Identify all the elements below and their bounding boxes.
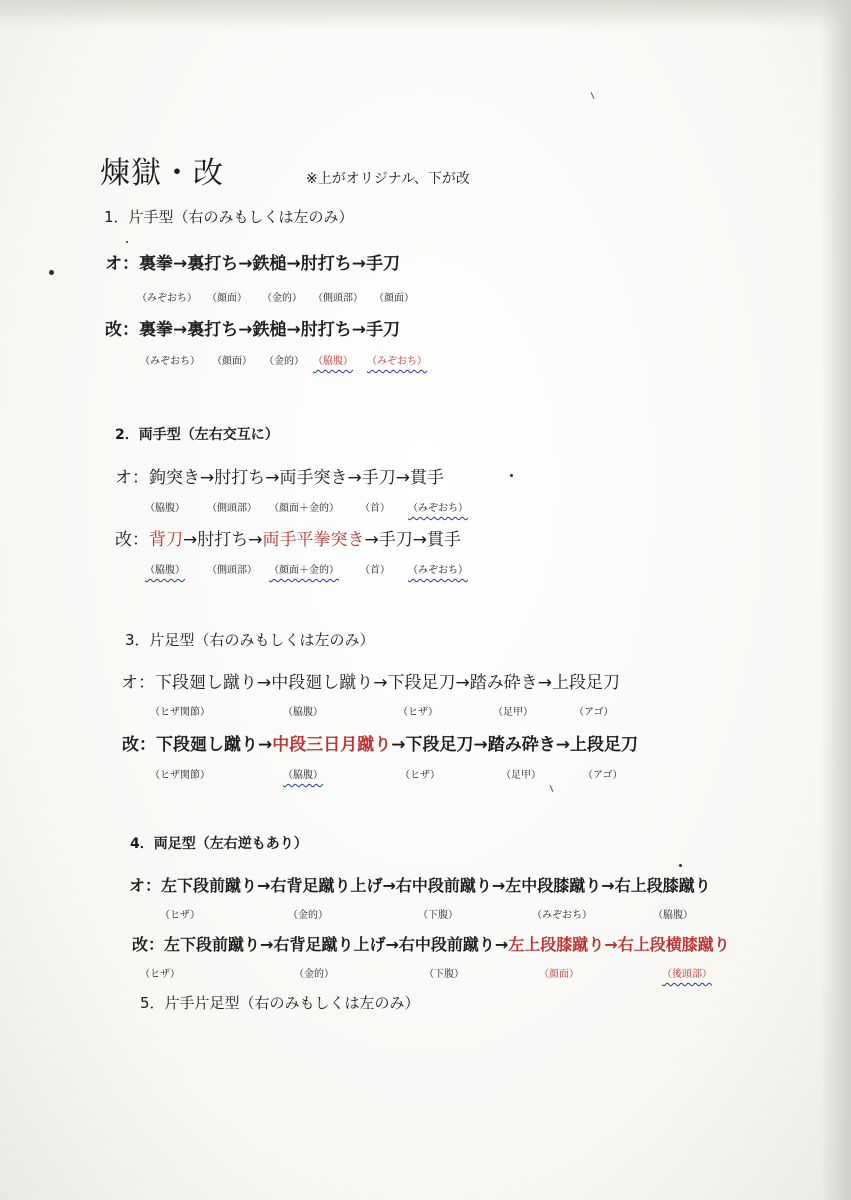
- arrow: →: [604, 935, 618, 954]
- arrow: →: [382, 876, 396, 895]
- target: （ヒザ関節）: [150, 770, 210, 781]
- arrow: →: [258, 735, 273, 755]
- target: （脇腹）: [283, 707, 323, 718]
- move: 右背足蹴り上げ: [270, 876, 383, 895]
- paper-speck: [126, 241, 128, 243]
- section-3-kai: [122, 730, 638, 755]
- move: 鉄槌: [252, 254, 287, 274]
- section-1-heading: 1．片手型（右のみもしくは左のみ）: [104, 208, 354, 226]
- paper-mark: [550, 785, 554, 792]
- paper-speck: [510, 474, 513, 477]
- move-changed: 中段三日月蹴り: [272, 735, 392, 755]
- page-title: 煉獄・改: [100, 156, 224, 191]
- move: 上段足刀: [552, 673, 620, 693]
- arrow: →: [473, 735, 488, 755]
- move-changed: 左上段膝蹴り: [508, 935, 605, 954]
- move: 踏み砕き: [487, 735, 556, 755]
- move: 下段廻し蹴り: [156, 735, 258, 755]
- move: 左下段前蹴り: [164, 935, 261, 954]
- target: （足甲）: [501, 770, 541, 781]
- move: 貫手: [410, 468, 444, 488]
- move: 両手突き: [279, 468, 348, 488]
- move: 手刀: [361, 468, 396, 488]
- target: （顔面＋金的）: [269, 503, 339, 514]
- arrow: →: [395, 468, 410, 488]
- target: （側頭部）: [207, 503, 257, 514]
- target-changed: （脇腹）: [313, 356, 353, 367]
- label: オ：: [121, 673, 155, 693]
- target: （顔面）: [207, 293, 247, 304]
- section-3-heading: 3．片足型（右のみもしくは左のみ）: [125, 631, 375, 649]
- arrow: →: [200, 468, 215, 488]
- target: （首）: [360, 565, 390, 576]
- arrow: →: [286, 254, 301, 274]
- move: 左下段前蹴り: [161, 876, 258, 895]
- target: （アゴ）: [574, 707, 614, 718]
- move: 手刀: [366, 320, 400, 340]
- target: （脇腹）: [145, 503, 185, 514]
- move: 踏み砕き: [469, 673, 538, 693]
- move: 下段足刀: [405, 735, 474, 755]
- move: 裏打ち: [187, 320, 239, 340]
- target: （みぞおち）: [137, 293, 197, 304]
- move: 右中段前蹴り: [398, 935, 495, 954]
- scan-shadow-top: [0, 0, 851, 30]
- arrow: →: [173, 254, 188, 274]
- arrow: →: [238, 320, 253, 340]
- section-4-original: [129, 873, 711, 896]
- arrow: →: [286, 320, 301, 340]
- target-changed: （顔面）: [539, 969, 579, 980]
- move: 肘打ち: [197, 530, 249, 550]
- arrow: →: [491, 876, 506, 895]
- target: （みぞおち）: [532, 910, 592, 921]
- section-4-heading: 4．両足型（左右逆もあり）: [130, 836, 308, 852]
- target: （みぞおち）: [408, 503, 468, 514]
- target: （ヒザ）: [398, 707, 438, 718]
- target-changed: （後頭部）: [662, 969, 712, 980]
- target: （金的）: [264, 356, 304, 367]
- arrow: →: [412, 530, 427, 550]
- section-2-kai: [115, 525, 461, 550]
- section-2-original: [115, 463, 444, 488]
- move: 手刀: [366, 254, 400, 274]
- target-changed: （みぞおち）: [367, 356, 427, 367]
- label: 改：: [105, 320, 139, 340]
- target: （首）: [360, 503, 390, 514]
- arrow: →: [257, 876, 271, 895]
- target: （みぞおち）: [408, 565, 468, 576]
- arrow: →: [238, 254, 253, 274]
- move-changed: 右上段横膝蹴り: [617, 935, 730, 954]
- move-changed: 背刀: [149, 530, 183, 550]
- arrow: →: [265, 468, 280, 488]
- move: 貫手: [427, 530, 461, 550]
- arrow: →: [373, 673, 388, 693]
- arrow: →: [391, 735, 406, 755]
- move: 肘打ち: [300, 254, 352, 274]
- section-4-kai: [132, 932, 730, 955]
- target: （脇腹）: [283, 770, 323, 781]
- page-note: ※上がオリジナル、下が改: [306, 171, 470, 187]
- target: （側頭部）: [207, 565, 257, 576]
- arrow: →: [347, 468, 362, 488]
- move: 裏拳: [139, 320, 173, 340]
- move: 裏拳: [139, 254, 173, 274]
- target: （ヒザ）: [160, 910, 200, 921]
- arrow: →: [494, 935, 509, 954]
- target: （脇腹）: [653, 910, 693, 921]
- move: 下段足刀: [387, 673, 456, 693]
- target: （顔面＋金的）: [269, 565, 339, 576]
- label: オ：: [105, 254, 139, 274]
- paper-speck: [49, 270, 54, 275]
- label: 改：: [122, 735, 156, 755]
- arrow: →: [260, 935, 274, 954]
- target: （金的）: [288, 910, 328, 921]
- move: 裏打ち: [187, 254, 239, 274]
- section-1-kai: [105, 315, 400, 340]
- arrow: →: [351, 320, 366, 340]
- section-3-original: [121, 668, 620, 693]
- label: オ：: [115, 468, 149, 488]
- arrow: →: [385, 935, 399, 954]
- label: 改：: [132, 935, 165, 954]
- target: （顔面）: [212, 356, 252, 367]
- arrow: →: [455, 673, 470, 693]
- move: 右背足蹴り上げ: [273, 935, 386, 954]
- section-5-heading: 5．片手片足型（右のみもしくは左のみ）: [140, 994, 420, 1012]
- target: （金的）: [262, 293, 302, 304]
- section-2-heading: 2．両手型（左右交互に）: [115, 427, 279, 443]
- paper-speck: [679, 864, 682, 867]
- paper-mark: [591, 92, 595, 99]
- target: （側頭部）: [313, 293, 363, 304]
- arrow: →: [248, 530, 263, 550]
- move: 肘打ち: [300, 320, 352, 340]
- scan-shadow-right: [821, 0, 851, 1200]
- section-1-original: [105, 249, 400, 274]
- target: （下腹）: [418, 910, 458, 921]
- target: （アゴ）: [583, 770, 623, 781]
- target: （下腹）: [424, 969, 464, 980]
- target: （ヒザ）: [140, 969, 180, 980]
- move: 右上段膝蹴り: [614, 876, 711, 895]
- target: （足甲）: [493, 707, 533, 718]
- target: （顔面）: [374, 293, 414, 304]
- move: 鉤突き: [149, 468, 200, 488]
- target: （金的）: [294, 969, 334, 980]
- target: （みぞおち）: [140, 356, 200, 367]
- arrow: →: [173, 320, 188, 340]
- target: （ヒザ）: [400, 770, 440, 781]
- move: 左中段膝蹴り: [505, 876, 602, 895]
- move: 肘打ち: [214, 468, 266, 488]
- move: 手刀: [378, 530, 413, 550]
- target: （脇腹）: [145, 565, 185, 576]
- label: オ：: [129, 876, 162, 895]
- arrow: →: [351, 254, 366, 274]
- move: 中段廻し蹴り: [271, 673, 374, 693]
- label: 改：: [115, 530, 149, 550]
- move-changed: 両手平拳突き: [262, 530, 365, 550]
- arrow: →: [555, 735, 570, 755]
- move: 右中段前蹴り: [395, 876, 492, 895]
- move: 上段足刀: [570, 735, 638, 755]
- arrow: →: [537, 673, 552, 693]
- arrow: →: [601, 876, 615, 895]
- arrow: →: [257, 673, 272, 693]
- move: 下段廻し蹴り: [155, 673, 257, 693]
- arrow: →: [364, 530, 379, 550]
- target: （ヒザ関節）: [150, 707, 210, 718]
- move: 鉄槌: [252, 320, 287, 340]
- arrow: →: [183, 530, 198, 550]
